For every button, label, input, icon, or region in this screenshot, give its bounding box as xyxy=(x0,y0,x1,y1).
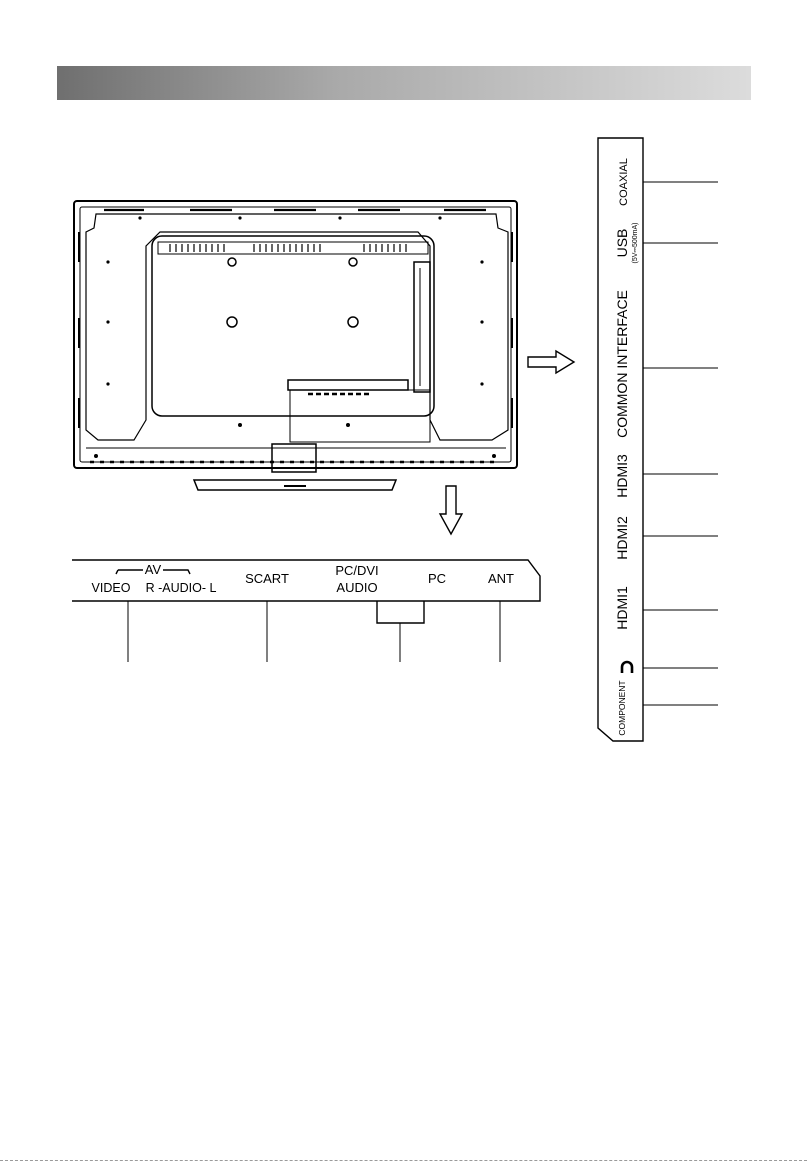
bottom-connector-block xyxy=(288,380,408,390)
usb-rating-label: (5V⎓500mA) xyxy=(632,222,639,264)
frame-dots xyxy=(94,216,496,458)
hdmi2-label: HDMI2 xyxy=(614,516,630,560)
pc-label: PC xyxy=(427,571,447,586)
ant-label: ANT xyxy=(488,571,514,586)
tv-rear-view xyxy=(74,201,517,490)
arrow-down-to-bottom-panel xyxy=(440,486,462,534)
coaxial-label: COAXIAL xyxy=(618,158,630,206)
side-connector-strip xyxy=(414,262,430,392)
bottom-panel-outline xyxy=(72,560,540,601)
component-label: COMPONENT xyxy=(617,680,627,736)
arrow-right-to-side-panel xyxy=(528,351,574,373)
rear-plate xyxy=(152,236,434,416)
plate-vents xyxy=(170,244,406,252)
page-bottom-rule xyxy=(0,1160,807,1161)
scart-label: SCART xyxy=(245,571,289,586)
vesa-screws xyxy=(227,258,358,327)
av-group-label: AV xyxy=(144,562,162,577)
hdmi1-label: HDMI1 xyxy=(614,586,630,630)
tv-outer-frame xyxy=(74,201,517,468)
audio-rl-label: R -AUDIO- L xyxy=(145,581,217,595)
pc-dvi-audio-label-line1: PC/DVI xyxy=(335,563,379,578)
usb-label: USB xyxy=(614,228,630,258)
bottom-panel xyxy=(72,560,540,662)
video-label: VIDEO xyxy=(91,581,131,595)
pc-dvi-audio-label-line2: AUDIO xyxy=(336,580,378,595)
frame-side-slots xyxy=(79,232,512,428)
common-interface-label: COMMON INTERFACE xyxy=(614,290,630,438)
hdmi3-label: HDMI3 xyxy=(614,454,630,498)
side-panel xyxy=(598,138,718,741)
headphone-icon xyxy=(622,662,632,673)
tv-back-shell xyxy=(86,214,508,440)
